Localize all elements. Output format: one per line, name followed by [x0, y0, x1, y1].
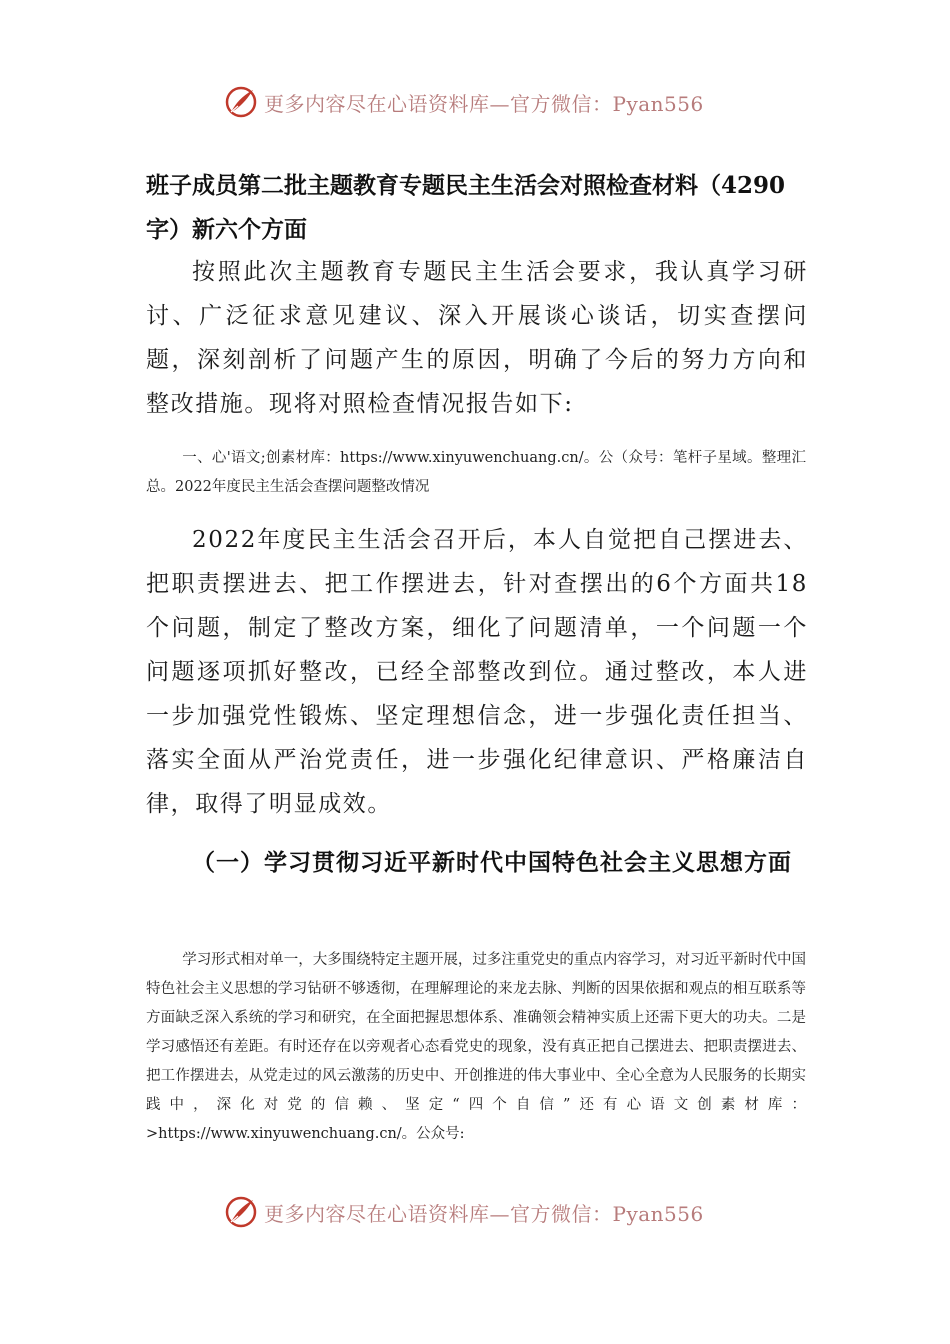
notice-paragraph: 一、心'语文;创素材库：https://www.xinyuwenchuang.cn/。公（众号：笔杆子星域。整理汇总。2022年度民主生活会查摆问题整改情况 [146, 450, 806, 495]
header-banner-text: 更多内容尽在心语资料库—官方微信：Pyan556 [264, 91, 704, 116]
quill-logo-icon [224, 1195, 258, 1229]
intro-paragraph: 按照此次主题教育专题民主生活会要求，我认真学习研讨、广泛征求意见建议、深入开展谈心谈话，切实查摆问题，深刻剖析了问题产生的原因，明确了今后的努力方向和整改措施。现将对照检查情况报告如下: [146, 259, 808, 417]
document-title: 班子成员第二批主题教育专题民主生活会对照检查材料（4290字）新六个方面 [146, 172, 786, 243]
footer-banner-text: 更多内容尽在心语资料库—官方微信：Pyan556 [264, 1201, 704, 1226]
header-banner[interactable] [224, 82, 704, 122]
footer-banner[interactable] [224, 1192, 704, 1232]
section-heading-1: （一）学习贯彻习近平新时代中国特色社会主义思想方面 [192, 849, 792, 876]
study-paragraph: 学习形式相对单一，大多围绕特定主题开展，过多注重党史的重点内容学习，对习近平新时代中国特色社会主义思想的学习钻研不够透彻，在理解理论的来龙去脉、判断的因果依据和观点的相互联系等方面缺乏深入系统的学习和研究，在全面把握思想体系、准确领会精神实质上还需下更大的功夫。二是学习感悟还有差距。有时还存在以旁观者心态看党史的现象，没有真正把自己摆进去、把职责摆进去、把工作摆进去，从党走过的风云激荡的历史中、开创推进的伟大事业中、全心全意为人民服务的长期实践中，深化对党的信赖、坚定“四个自信”还有心语文创素材库：>https://www.xinyuwenchuang.cn/。公众号: [146, 952, 806, 1142]
rectification-paragraph: 2022年度民主生活会召开后，本人自觉把自己摆进去、把职责摆进去、把工作摆进去，针对查摆出的6个方面共18个问题，制定了整改方案，细化了问题清单，一个问题一个问题逐项抓好整改，已经全部整改到位。通过整改，本人进一步加强党性锻炼、坚定理想信念，进一步强化责任担当、落实全面从严治党责任，进一步强化纪律意识、严格廉洁自律，取得了明显成效。 [146, 527, 808, 817]
quill-logo-icon [224, 85, 258, 119]
